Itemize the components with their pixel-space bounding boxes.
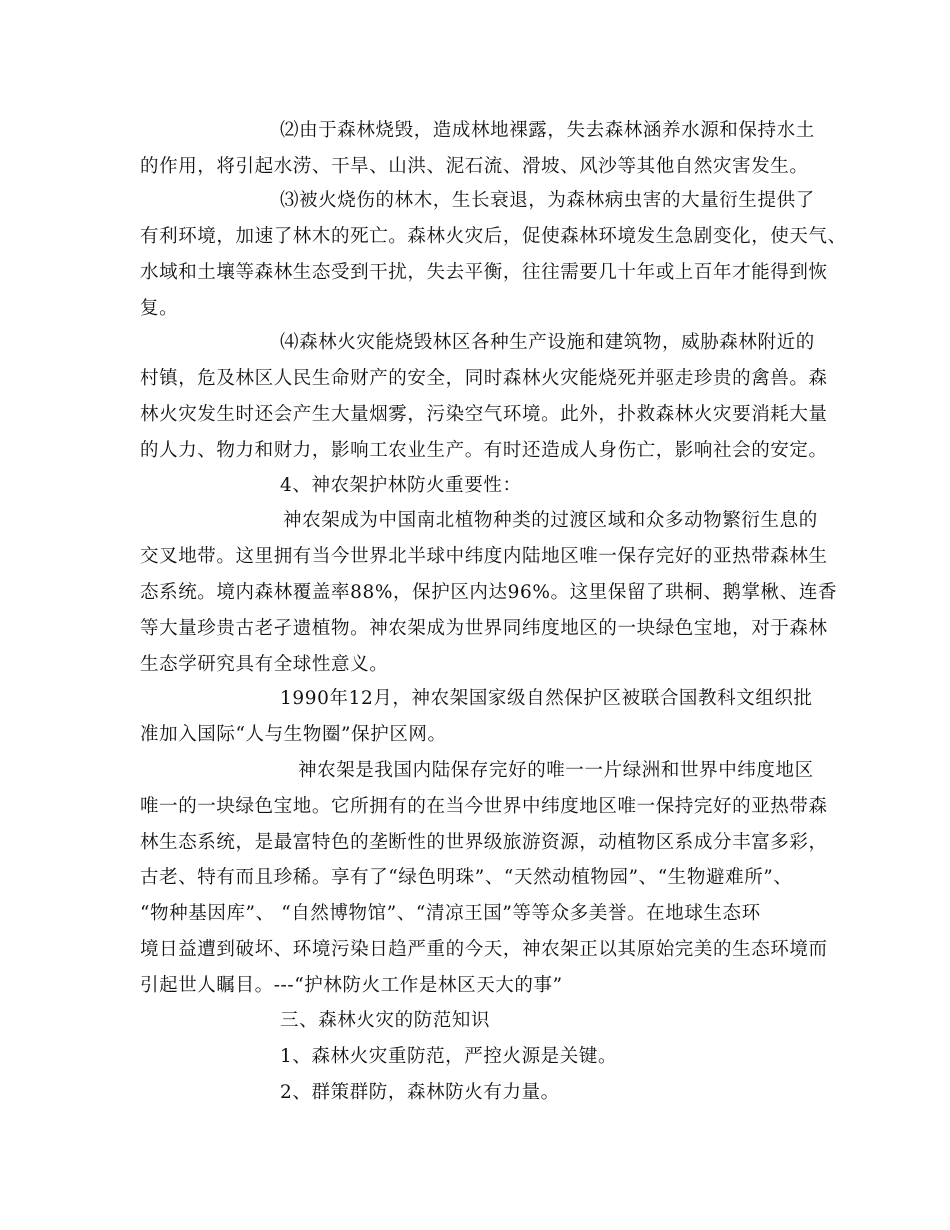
text-line: 生态学研究具有全球性意义。 — [140, 654, 389, 675]
text-line: 境日益遭到破坏、环境污染日趋严重的今天，神农架正以其原始完美的生态环境而 — [140, 939, 828, 960]
text-line: 复。 — [140, 298, 179, 319]
list-item: 2、群策群防，森林防火有力量。 — [280, 1082, 560, 1103]
text-line: 准加入国际“人与生物圈”保护区网。 — [140, 724, 447, 745]
text-line: ⑶被火烧伤的林木，生长衰退，为森林病虫害的大量衍生提供了 — [280, 190, 815, 211]
section-heading: 三、森林火灾的防范知识 — [280, 1010, 491, 1031]
text-line: 1990年12月，神农架国家级自然保护区被联合国教科文组织批 — [280, 688, 813, 709]
text-line: ⑵由于森林烧毁，造成林地裸露，失去森林涵养水源和保持水土 — [280, 120, 815, 141]
list-item: 1、森林火灾重防范，严控火源是关键。 — [280, 1046, 618, 1067]
text-line: 水域和土壤等森林生态受到干扰，失去平衡，往往需要几十年或上百年才能得到恢 — [140, 262, 828, 283]
text-line: 态系统。境内森林覆盖率88%，保护区内达96%。这里保留了珙桐、鹅掌楸、连香 — [140, 582, 838, 603]
text-line: 林火灾发生时还会产生大量烟雾，污染空气环境。此外，扑救森林火灾要消耗大量 — [140, 404, 828, 425]
text-line: 神农架成为中国南北植物种类的过渡区域和众多动物繁衍生息的 — [283, 510, 818, 531]
text-line: ⑷森林火灾能烧毁林区各种生产设施和建筑物，威胁森林附近的 — [280, 332, 815, 353]
text-line: 村镇，危及林区人民生命财产的安全，同时森林火灾能烧死并驱走珍贵的禽兽。森 — [140, 368, 828, 389]
text-line: 交叉地带。这里拥有当今世界北半球中纬度内陆地区唯一保存完好的亚热带森林生 — [140, 546, 828, 567]
section-heading: 4、神农架护林防火重要性： — [280, 475, 522, 496]
text-line: 有利环境，加速了林木的死亡。森林火灾后，促使森林环境发生急剧变化，使天气、 — [140, 226, 847, 247]
text-line: 唯一的一块绿色宝地。它所拥有的在当今世界中纬度地区唯一保持完好的亚热带森 — [140, 796, 828, 817]
text-line: 古老、特有而且珍稀。享有了“绿色明珠”、“天然动植物园”、“生物避难所”、 — [140, 867, 793, 888]
text-line: 引起世人瞩目。---“护林防火工作是林区天大的事” — [140, 975, 563, 996]
text-line: 林生态系统，是最富特色的垄断性的世界级旅游资源，动植物区系成分丰富多彩， — [140, 832, 828, 853]
text-line: 的人力、物力和财力，影响工农业生产。有时还造成人身伤亡，影响社会的安定。 — [140, 440, 828, 461]
text-line: 的作用，将引起水涝、干旱、山洪、泥石流、滑坡、风沙等其他自然灾害发生。 — [140, 156, 809, 177]
text-line: 神农架是我国内陆保存完好的唯一一片绿洲和世界中纬度地区 — [298, 760, 814, 781]
text-line: “物种基因库”、 “自然博物馆”、“清凉王国”等等众多美誉。在地球生态环 — [140, 903, 761, 924]
text-line: 等大量珍贵古老孑遗植物。神农架成为世界同纬度地区的一块绿色宝地，对于森林 — [140, 618, 828, 639]
